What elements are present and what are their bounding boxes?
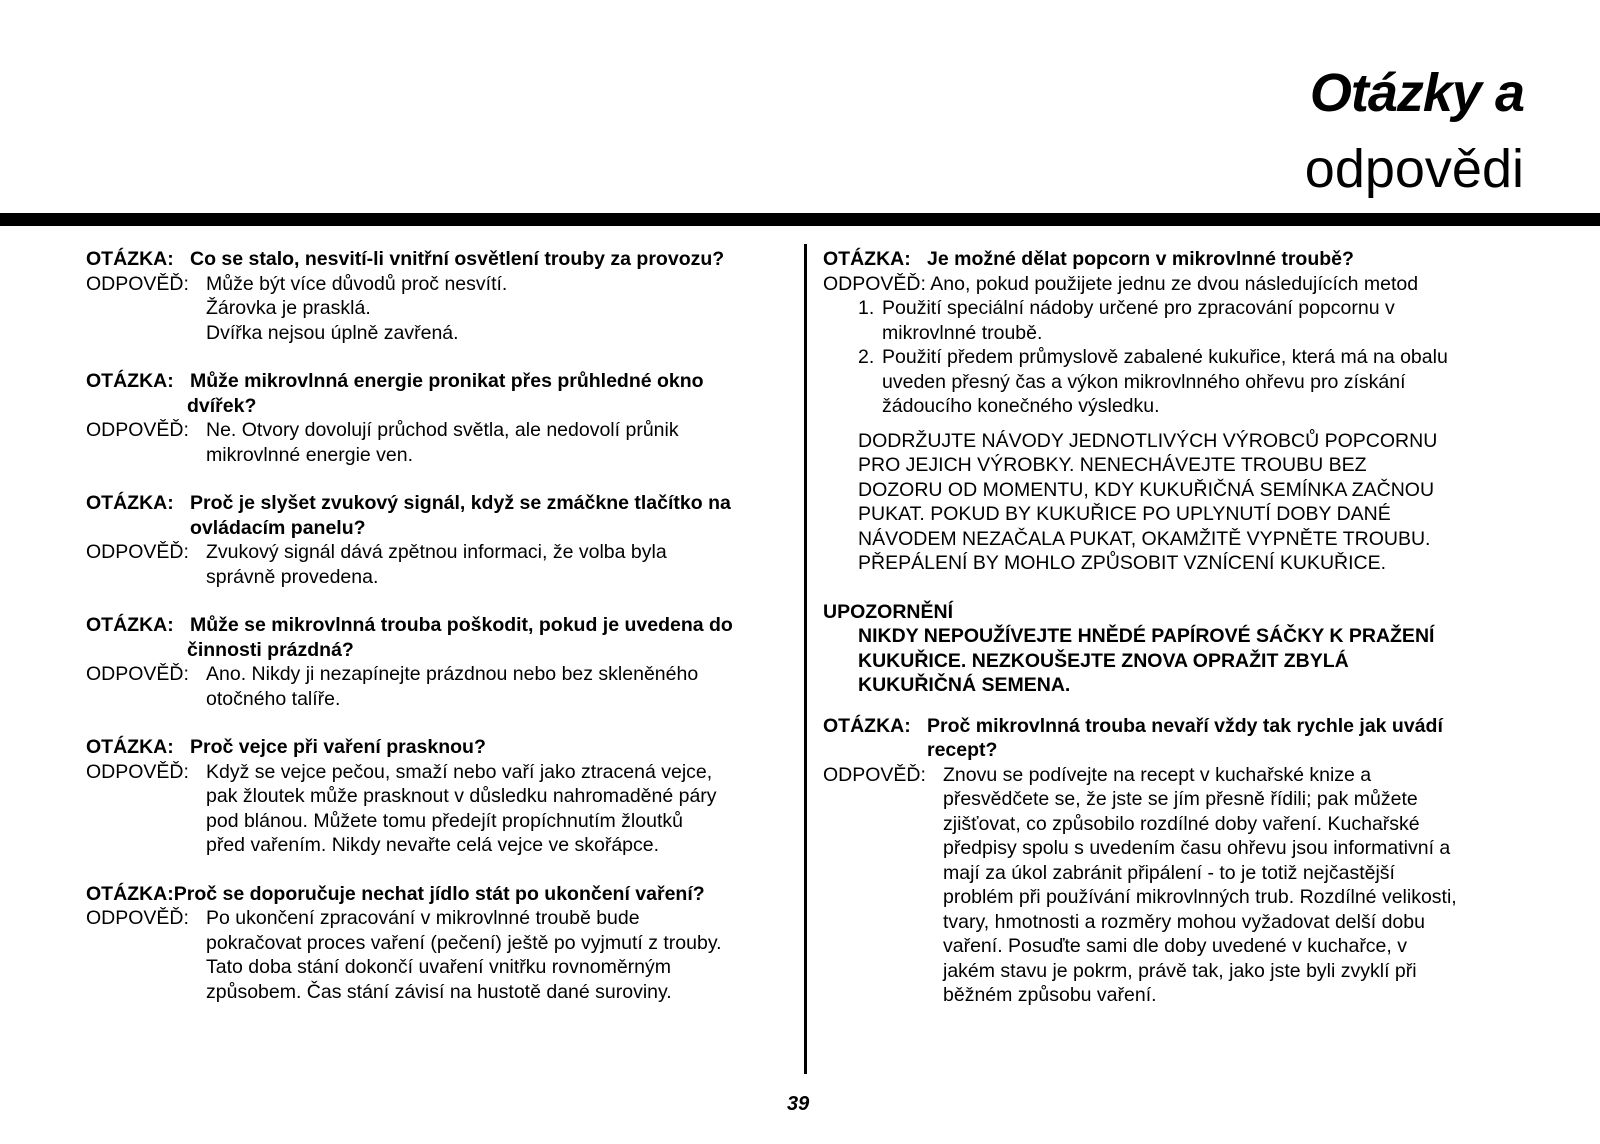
list-number: 1. xyxy=(858,297,875,319)
list-line: Použití speciální nádoby určené pro zpracování popcornu v xyxy=(882,297,1395,319)
popcorn-instructions xyxy=(823,429,1523,576)
question xyxy=(86,247,786,272)
question-text: Proč vejce při vaření prasknou? xyxy=(190,736,486,758)
warning-line: NIKDY NEPOUŽÍVEJTE HNĚDÉ PAPÍROVÉ SÁČKY K PRAŽENÍ xyxy=(858,625,1435,647)
instruction-line: PUKAT. POKUD BY KUKUŘICE PO UPLYNUTÍ DOBY DANÉ xyxy=(858,503,1391,525)
question-label: OTÁZKA: xyxy=(86,736,174,758)
question-text: Proč je slyšet zvukový signál, když se zmáčkne tlačítko na xyxy=(190,492,731,514)
answer-line: Žárovka je prasklá. xyxy=(206,297,371,319)
faq-item-lighting xyxy=(86,247,786,345)
answer-line: jakém stavu je pokrm, právě tak, jako jste byli zvyklí při xyxy=(943,959,1417,982)
answer-text: Ne. Otvory dovolují průchod světla, ale nedovolí průnik xyxy=(206,419,679,441)
answer-line: přesvědčete se, že jste se jím přesně řídili; pak můžete xyxy=(943,788,1418,810)
answer-text: Zvukový signál dává zpětnou informaci, že volba byla xyxy=(206,541,667,563)
list-number: 2. xyxy=(858,346,875,368)
warning-title: UPOZORNĚNÍ xyxy=(823,600,954,623)
question-text: Může se mikrovlnná trouba poškodit, pokud je uvedena do xyxy=(190,614,733,636)
question-label: OTÁZKA: xyxy=(86,248,174,270)
answer-text: Ano. Nikdy ji nezapínejte prázdnou nebo bez skleněného xyxy=(206,663,699,685)
answer-line: pak žloutek může prasknout v důsledku nahromaděné páry xyxy=(206,785,717,807)
header-rule xyxy=(0,213,1600,226)
answer xyxy=(86,906,786,931)
question-text: Proč mikrovlnná trouba nevaří vždy tak rychle jak uvádí xyxy=(927,714,1443,737)
answer xyxy=(86,760,786,785)
answer xyxy=(823,272,1523,297)
list-item xyxy=(858,296,1523,345)
question-label: OTÁZKA: xyxy=(86,370,174,392)
list-line: žádoucího konečného výsledku. xyxy=(882,395,1160,417)
page-title-line2: odpovědi xyxy=(1304,139,1524,199)
answer xyxy=(86,418,786,443)
answer xyxy=(86,662,786,687)
answer-line: správně provedena. xyxy=(206,565,379,588)
answer-line: pokračovat proces vaření (pečení) ještě po vyjmutí z trouby. xyxy=(206,931,722,954)
faq-item-standing-time xyxy=(86,882,786,1005)
list-line: mikrovlnné troubě. xyxy=(882,321,1043,344)
answer-line: pod blánou. Můžete tomu předejít propíchnutím žloutků xyxy=(206,809,683,832)
question-label: OTÁZKA: xyxy=(823,248,911,270)
question xyxy=(823,714,1523,739)
answer-line: zjišťovat, co způsobilo rozdílné doby vaření. Kuchařské xyxy=(943,812,1420,835)
instruction-line: PŘEPÁLENÍ BY MOHLO ZPŮSOBIT VZNÍCENÍ KUKUŘICE. xyxy=(858,552,1387,574)
answer-line: mají za úkol zabránit připálení - to je totiž nejčastější xyxy=(943,861,1395,884)
faq-item-cooking-speed xyxy=(823,714,1523,1008)
list-line: Použití předem průmyslově zabalené kukuřice, která má na obalu xyxy=(882,346,1448,368)
answer-line: problém při používání mikrovlnných trub. Rozdílné velikosti, xyxy=(943,886,1457,908)
answer-text: Ano, pokud použijete jednu ze dvou následujících metod xyxy=(930,272,1419,295)
faq-item-eggs xyxy=(86,735,786,858)
answer xyxy=(823,763,1523,788)
answer xyxy=(86,272,786,297)
question-line: recept? xyxy=(927,739,998,761)
question-label: OTÁZKA: xyxy=(86,492,174,514)
answer xyxy=(86,540,786,565)
answer-line: tvary, hmotnosti a rozměry mohou vyžadovat delší dobu xyxy=(943,910,1425,933)
instruction-line: NÁVODEM NEZAČALA PUKAT, OKAMŽITĚ VYPNĚTE TROUBU. xyxy=(858,527,1431,550)
left-column xyxy=(86,247,786,1028)
question xyxy=(86,491,786,516)
question-line: dvířek? xyxy=(187,394,257,417)
question-text: Může mikrovlnná energie pronikat přes průhledné okno xyxy=(190,370,704,392)
question xyxy=(86,735,786,760)
answer-line: předpisy spolu s uvedením času ohřevu jsou informativní a xyxy=(943,837,1451,859)
faq-item-popcorn xyxy=(823,247,1523,576)
answer-line: Dvířka nejsou úplně zavřená. xyxy=(206,321,459,344)
column-divider xyxy=(804,244,807,1074)
answer-label: ODPOVĚĎ: xyxy=(86,272,189,295)
answer-line: běžném způsobu vaření. xyxy=(943,984,1157,1006)
question-label: OTÁZKA: xyxy=(86,614,174,636)
instruction-line: DOZORU OD MOMENTU, KDY KUKUŘIČNÁ SEMÍNKA ZAČNOU xyxy=(858,478,1435,501)
answer-label: ODPOVĚĎ: xyxy=(86,907,189,929)
faq-item-beep xyxy=(86,491,786,589)
instruction-line: DODRŽUJTE NÁVODY JEDNOTLIVÝCH VÝROBCŮ POPCORNU xyxy=(858,429,1438,452)
question-text: Je možné dělat popcorn v mikrovlnné troubě? xyxy=(927,248,1354,270)
answer-text: Po ukončení zpracování v mikrovlnné troubě bude xyxy=(206,907,640,929)
method-list xyxy=(823,296,1523,419)
answer-line: otočného talíře. xyxy=(206,687,341,710)
answer-text: Znovu se podívejte na recept v kuchařské knize a xyxy=(943,763,1372,786)
question-text: Co se stalo, nesvití-li vnitřní osvětlení trouby za provozu? xyxy=(190,248,725,270)
question xyxy=(86,882,786,907)
faq-item-window xyxy=(86,369,786,467)
list-line: uveden přesný čas a výkon mikrovlnného ohřevu pro získání xyxy=(882,370,1406,393)
instruction-line: PRO JEJICH VÝROBKY. NENECHÁVEJTE TROUBU BEZ xyxy=(858,454,1367,476)
warning-body xyxy=(823,624,1523,698)
page-number: 39 xyxy=(787,1093,810,1115)
warning-line: KUKUŘICE. NEZKOUŠEJTE ZNOVA OPRAŽIT ZBYLÁ xyxy=(858,649,1349,672)
question-line: činnosti prázdná? xyxy=(187,638,354,661)
question-line: ovládacím panelu? xyxy=(190,516,366,539)
page-title-line1: Otázky a xyxy=(1309,63,1524,123)
answer-line: mikrovlnné energie ven. xyxy=(206,443,414,466)
answer-label: ODPOVĚĎ: xyxy=(86,541,189,563)
faq-item-empty xyxy=(86,613,786,711)
question xyxy=(823,247,1523,272)
answer-label: ODPOVĚĎ: xyxy=(86,760,189,783)
answer-line: před vařením. Nikdy nevařte celá vejce ve skořápce. xyxy=(206,834,660,856)
answer-line: způsobem. Čas stání závisí na hustotě dané suroviny. xyxy=(206,980,672,1003)
answer-line: vaření. Posuďte sami dle doby uvedené v kuchařce, v xyxy=(943,935,1407,957)
question-label: OTÁZKA: xyxy=(86,882,174,905)
answer-label: ODPOVĚĎ: xyxy=(823,763,926,786)
question-label: OTÁZKA: xyxy=(823,714,911,737)
answer-label: ODPOVĚĎ: xyxy=(86,663,189,685)
question xyxy=(86,369,786,394)
answer-text: Může být více důvodů proč nesvítí. xyxy=(206,272,508,295)
answer-line: Tato doba stání dokončí uvaření vnitřku rovnoměrným xyxy=(206,956,671,978)
right-column xyxy=(823,247,1523,1008)
question-text: Proč se doporučuje nechat jídlo stát po ukončení vaření? xyxy=(173,882,705,905)
list-item xyxy=(858,345,1523,419)
answer-label: ODPOVĚĎ: xyxy=(86,419,189,441)
warning-box xyxy=(823,600,1523,698)
question xyxy=(86,613,786,638)
answer-label: ODPOVĚĎ: xyxy=(823,272,926,295)
answer-text: Když se vejce pečou, smaží nebo vaří jako ztracená vejce, xyxy=(206,760,713,783)
warning-line: KUKUŘIČNÁ SEMENA. xyxy=(858,674,1071,696)
